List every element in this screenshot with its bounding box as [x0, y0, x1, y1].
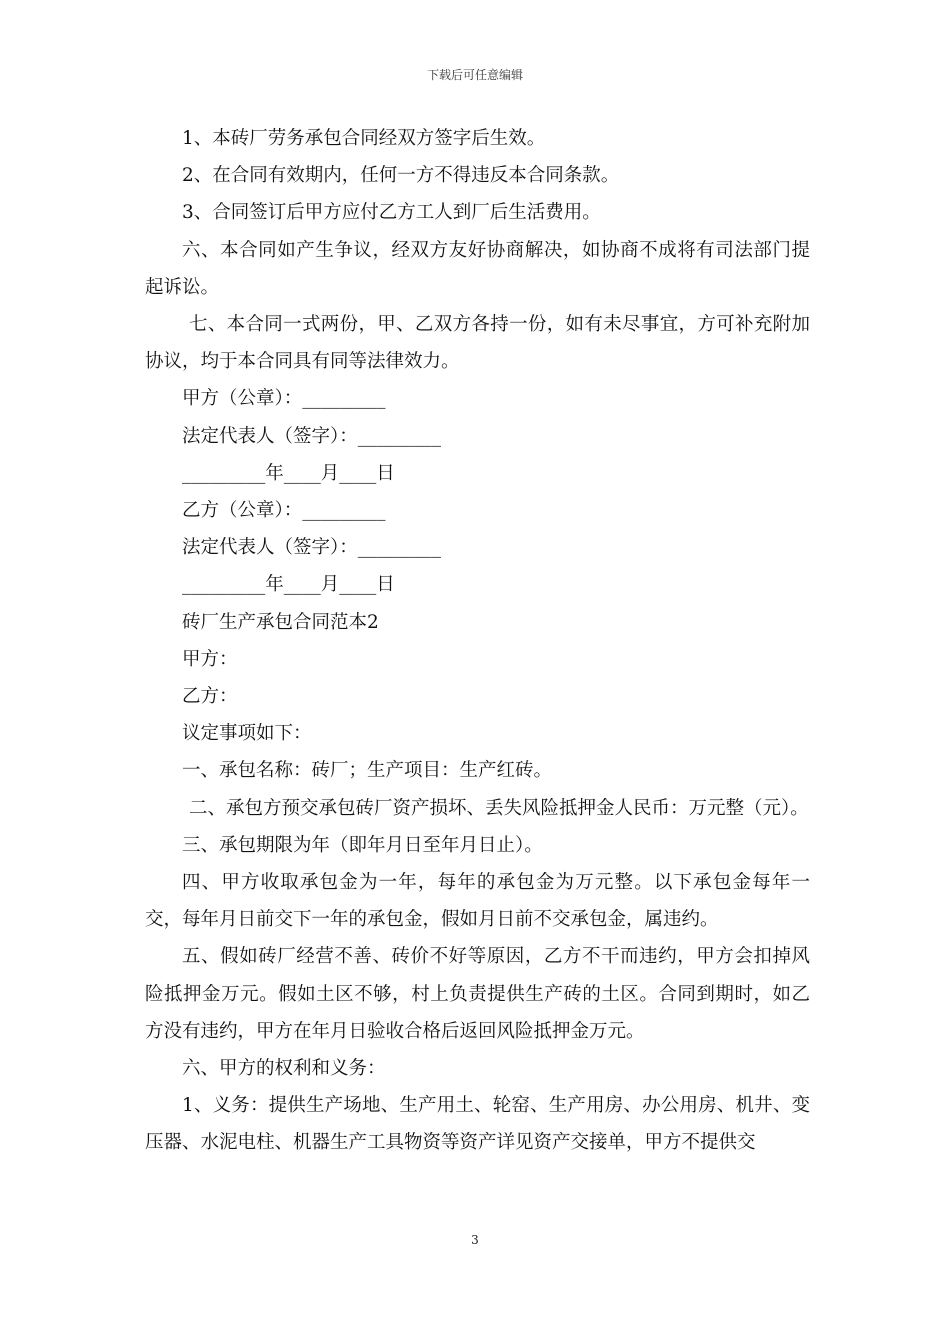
party-line: 乙方： — [182, 686, 238, 708]
paragraph: 七、本合同一式两份，甲、乙双方各持一份，如有未尽事宜，方可补充附加协议，均于本合同具有同等法律效力。 — [145, 314, 810, 373]
date-line: _________年____月____日 — [182, 462, 395, 484]
date-line: _________年____月____日 — [182, 574, 395, 596]
paragraph: 3、合同签订后甲方应付乙方工人到厂后生活费用。 — [182, 202, 601, 224]
party-line: 甲方： — [182, 648, 238, 670]
signature-line: 法定代表人（签字）：_________ — [182, 425, 442, 447]
paragraph: 1、义务：提供生产场地、生产用土、轮窑、生产用房、办公用房、机井、变压器、水泥电柱、机器生产工具物资等资产详见资产交接单，甲方不提供交 — [145, 1095, 810, 1154]
paragraph: 三、承包期限为年（即年月日至年月日止）。 — [182, 834, 543, 856]
paragraph: 六、本合同如产生争议，经双方友好协商解决，如协商不成将有司法部门提起诉讼。 — [145, 239, 810, 298]
paragraph: 1、本砖厂劳务承包合同经双方签字后生效。 — [182, 128, 546, 149]
paragraph: 五、假如砖厂经营不善、砖价不好等原因，乙方不干而违约，甲方会扣掉风险抵押金万元。假如土区不够，村上负责提供生产砖的土区。合同到期时，如乙方没有违约，甲方在年月日验收合格后返回风险抵押金万元。 — [145, 946, 810, 1042]
signature-line: 甲方（公章）：_________ — [182, 388, 386, 410]
document-body — [145, 120, 810, 1162]
paragraph: 议定事项如下： — [182, 723, 312, 745]
paragraph: 2、在合同有效期内，任何一方不得违反本合同条款。 — [182, 165, 620, 187]
paragraph: 六、甲方的权利和义务： — [182, 1058, 386, 1080]
section-title: 砖厂生产承包合同范本2 — [182, 611, 379, 633]
page-number: 3 — [471, 1233, 479, 1247]
signature-line: 法定代表人（签字）：_________ — [182, 537, 442, 559]
signature-line: 乙方（公章）：_________ — [182, 500, 386, 522]
paragraph: 二、承包方预交承包砖厂资产损坏、丢失风险抵押金人民币：万元整（元）。 — [189, 797, 809, 819]
page-header: 下载后可任意编辑 — [426, 68, 523, 82]
paragraph: 四、甲方收取承包金为一年，每年的承包金为万元整。以下承包金每年一交，每年月日前交下一年的承包金，假如月日前不交承包金，属违约。 — [145, 872, 810, 931]
paragraph: 一、承包名称：砖厂；生产项目：生产红砖。 — [182, 760, 553, 782]
